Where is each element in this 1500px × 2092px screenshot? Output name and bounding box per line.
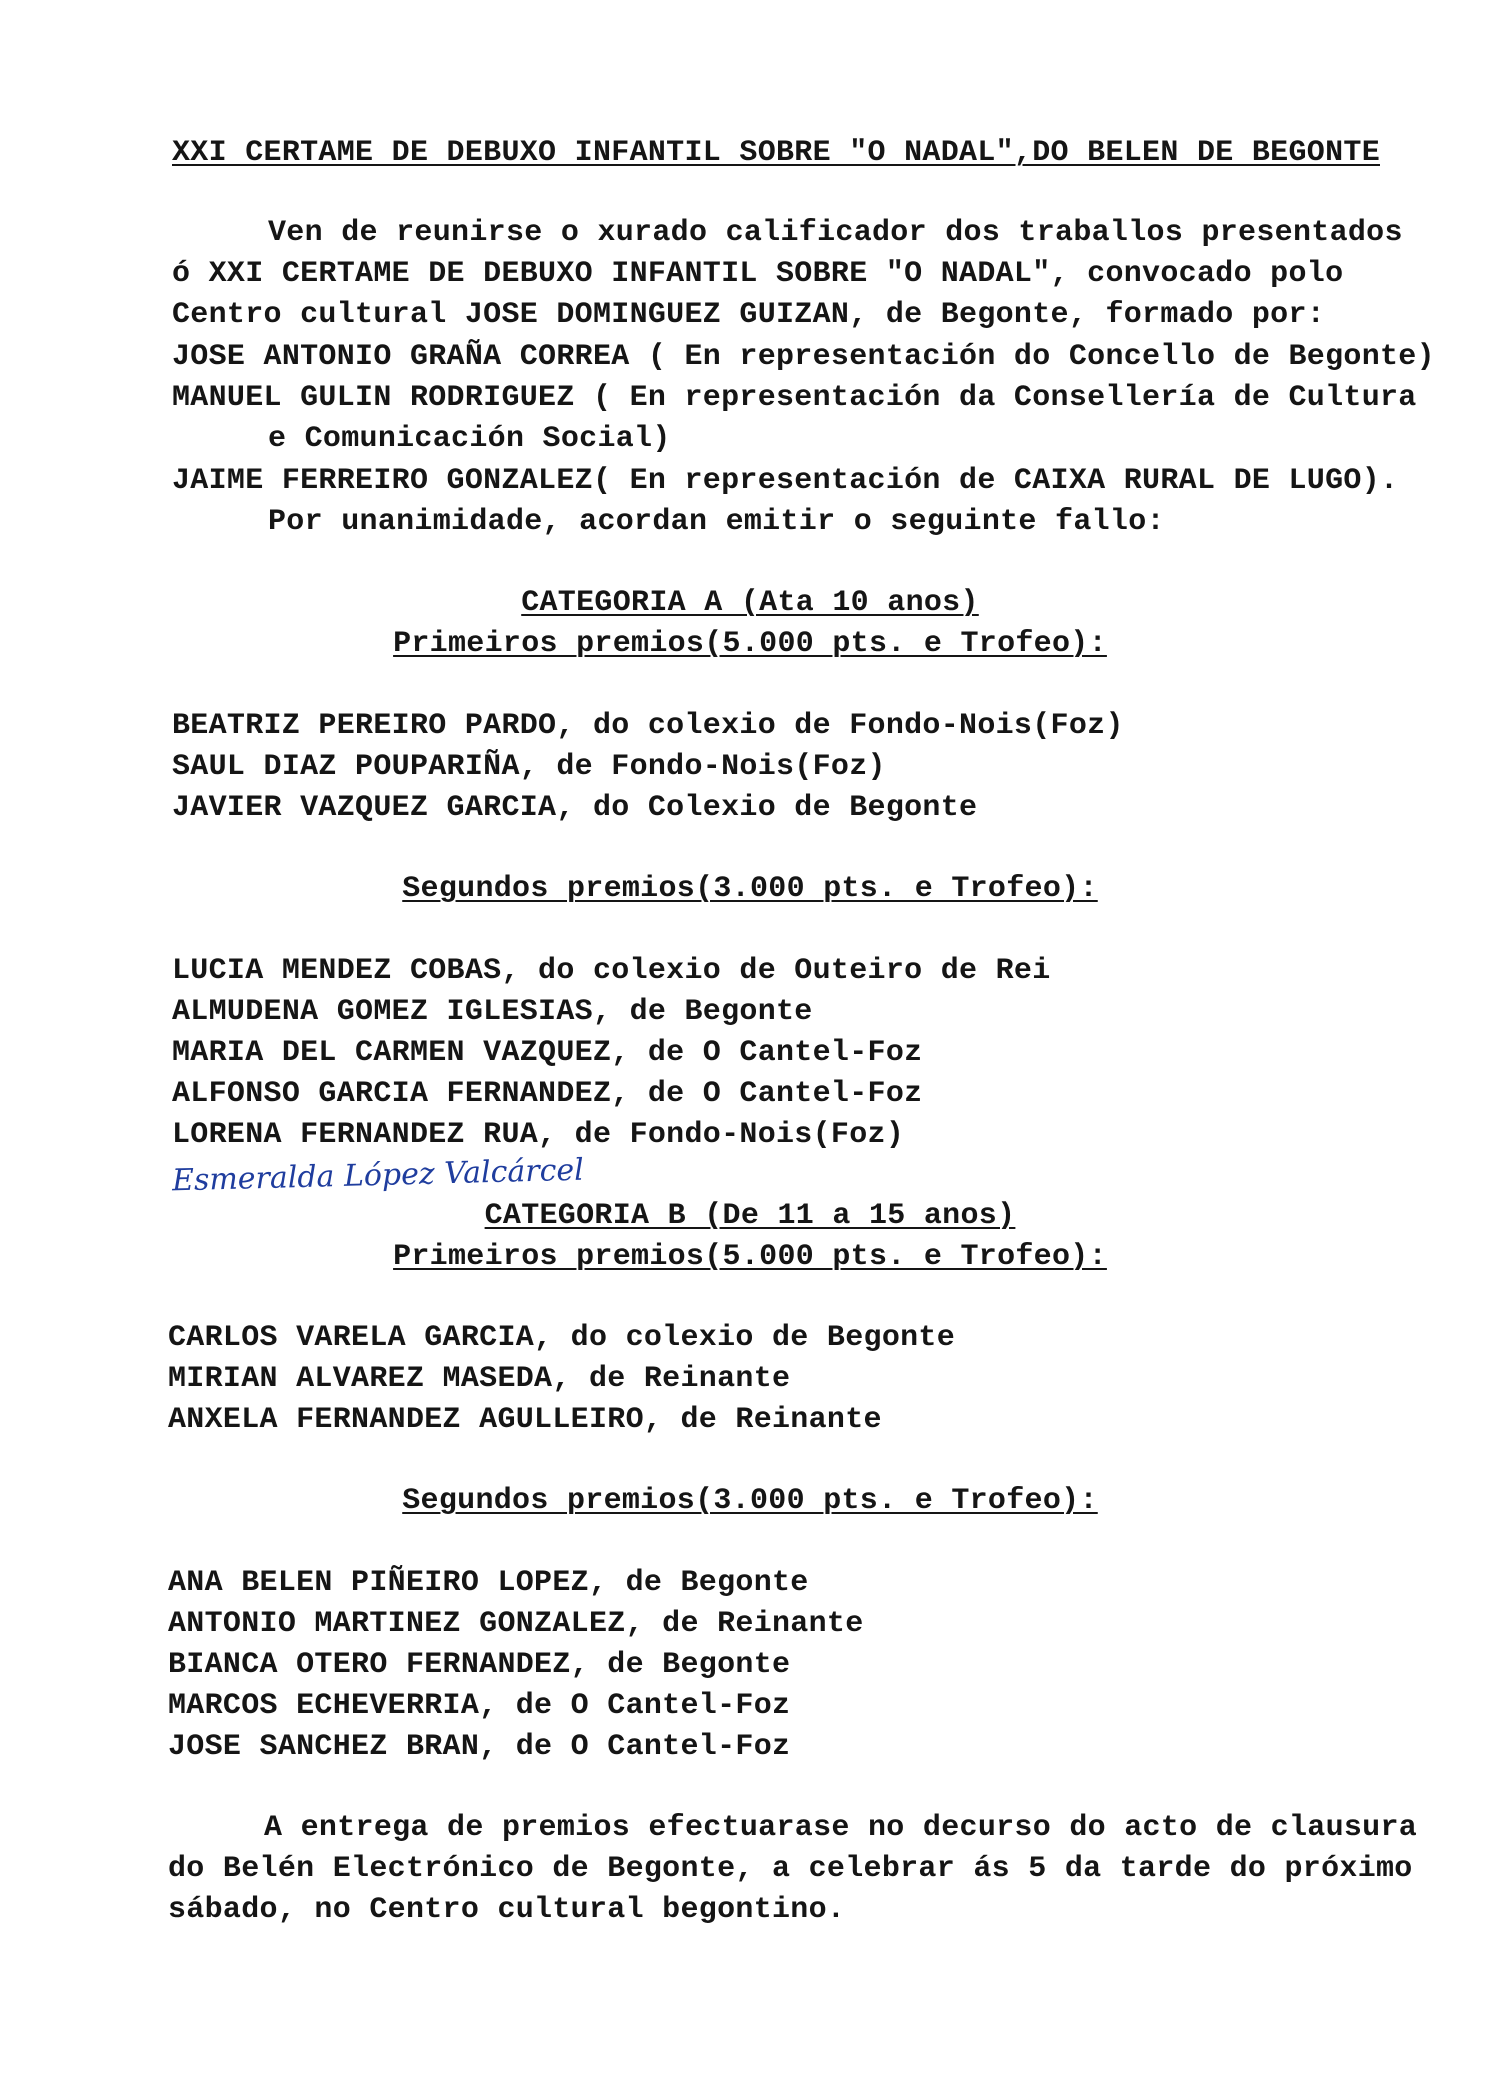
closing-line: A entrega de premios efectuarase no decurso do acto de clausura xyxy=(264,1811,1418,1845)
jury-member: MANUEL GULIN RODRIGUEZ ( En representación da Consellería de Cultura xyxy=(172,381,1417,415)
jury-member: JAIME FERREIRO GONZALEZ( En representación de CAIXA RURAL DE LUGO). xyxy=(172,464,1399,498)
category-a-second-prizes-heading: Segundos premios(3.000 pts. e Trofeo): xyxy=(402,872,1098,906)
winner-entry: ANTONIO MARTINEZ GONZALEZ, de Reinante xyxy=(168,1607,864,1641)
winner-entry: CARLOS VARELA GARCIA, do colexio de Begonte xyxy=(168,1321,956,1355)
winner-entry: BEATRIZ PEREIRO PARDO, do colexio de Fondo-Nois(Foz) xyxy=(172,709,1124,743)
closing-line: do Belén Electrónico de Begonte, a celebrar ás 5 da tarde do próximo xyxy=(168,1852,1413,1886)
jury-member-continued: e Comunicación Social) xyxy=(268,422,671,456)
category-a-first-prizes-heading: Primeiros premios(5.000 pts. e Trofeo): xyxy=(393,627,1107,661)
winner-entry: MIRIAN ALVAREZ MASEDA, de Reinante xyxy=(168,1362,791,1396)
winner-entry: LUCIA MENDEZ COBAS, do colexio de Outeiro de Rei xyxy=(172,954,1051,988)
intro-line: Centro cultural JOSE DOMINGUEZ GUIZAN, de Begonte, formado por: xyxy=(172,298,1326,332)
winner-entry: JAVIER VAZQUEZ GARCIA, do Colexio de Begonte xyxy=(172,791,978,825)
document-title: XXI CERTAME DE DEBUXO INFANTIL SOBRE "O NADAL",DO BELEN DE BEGONTE xyxy=(172,136,1380,170)
intro-line: Ven de reunirse o xurado calificador dos traballos presentados xyxy=(268,216,1403,250)
winner-entry: BIANCA OTERO FERNANDEZ, de Begonte xyxy=(168,1648,791,1682)
winner-entry: ALMUDENA GOMEZ IGLESIAS, de Begonte xyxy=(172,995,813,1029)
intro-line: ó XXI CERTAME DE DEBUXO INFANTIL SOBRE "O NADAL", convocado polo xyxy=(172,257,1344,291)
jury-member: JOSE ANTONIO GRAÑA CORREA ( En representación do Concello de Begonte) xyxy=(172,340,1435,374)
winner-entry: JOSE SANCHEZ BRAN, de O Cantel-Foz xyxy=(168,1730,791,1764)
intro-line: Por unanimidade, acordan emitir o seguinte fallo: xyxy=(268,505,1165,539)
winner-entry: MARIA DEL CARMEN VAZQUEZ, de O Cantel-Foz xyxy=(172,1036,923,1070)
winner-entry: LORENA FERNANDEZ RUA, de Fondo-Nois(Foz) xyxy=(172,1118,905,1152)
winner-entry: ANXELA FERNANDEZ AGULLEIRO, de Reinante xyxy=(168,1403,882,1437)
winner-entry: MARCOS ECHEVERRIA, de O Cantel-Foz xyxy=(168,1689,791,1723)
handwritten-name-addition: Esmeralda López Valcárcel xyxy=(171,1152,585,1199)
winner-entry: ANA BELEN PIÑEIRO LOPEZ, de Begonte xyxy=(168,1566,809,1600)
category-b-heading: CATEGORIA B (De 11 a 15 anos) xyxy=(484,1199,1016,1233)
closing-line: sábado, no Centro cultural begontino. xyxy=(168,1893,846,1927)
category-b-second-prizes-heading: Segundos premios(3.000 pts. e Trofeo): xyxy=(402,1484,1098,1518)
winner-entry: ALFONSO GARCIA FERNANDEZ, de O Cantel-Foz xyxy=(172,1077,923,1111)
winner-entry: SAUL DIAZ POUPARIÑA, de Fondo-Nois(Foz) xyxy=(172,750,886,784)
category-a-heading: CATEGORIA A (Ata 10 anos) xyxy=(521,586,979,620)
category-b-first-prizes-heading: Primeiros premios(5.000 pts. e Trofeo): xyxy=(393,1240,1107,1274)
